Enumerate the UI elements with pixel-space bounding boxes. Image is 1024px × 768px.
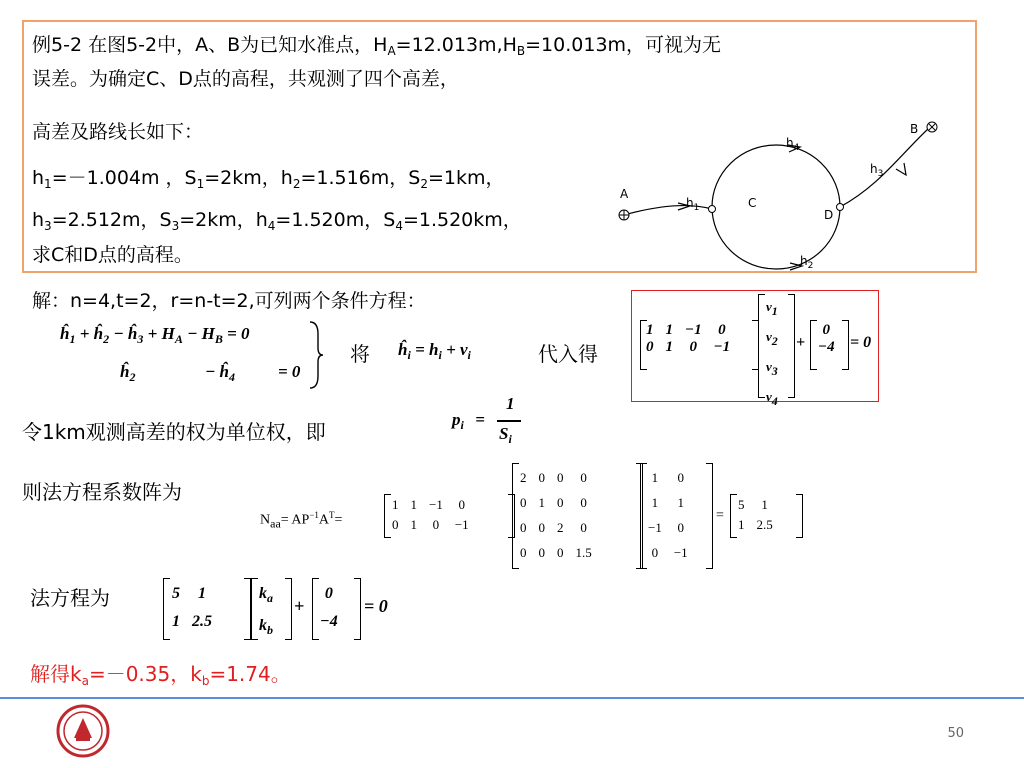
condition-equation-1: $ĥ_1$ + $ĥ_2$ − $ĥ_3 + H_A - H_B = 0$ [60, 324, 250, 346]
arrow-h3 [896, 163, 906, 175]
level-network-diagram [600, 115, 960, 275]
label-h2: $h_2$ [800, 254, 814, 271]
condition-equation-2: $ĥ_2$ [120, 362, 136, 384]
condition-equation-2b: − $ĥ_4$ [205, 362, 236, 384]
right-brace-icon [308, 320, 324, 390]
k-vector: $k_a$ $k_b$ [259, 585, 273, 637]
condition-equation-2c: = 0 [278, 362, 301, 381]
v-vector: $v_1$ $v_2$ $v_3$ $v_4$ [766, 299, 778, 408]
footer-divider [0, 697, 1024, 699]
matrix-n-result: 5 1 1 2.5 [738, 497, 773, 532]
weight-definition: 令1km观测高差的权为单位权，即 [22, 420, 326, 444]
route-d-b [840, 127, 930, 207]
label-h4: $h_4$ [786, 136, 800, 153]
label-a: A [620, 187, 629, 201]
substitution-formula: $ĥ_i = h_i + v_i$ [398, 340, 471, 362]
plus-sign-2: + [294, 596, 305, 616]
university-logo-icon [56, 704, 110, 758]
example-line-2: 误差。为确定C、D点的高程，共观测了四个高差， [32, 68, 459, 90]
label-d: D [824, 208, 834, 222]
naa-label: $N_{aa}= AP^{-1}A^T=$ [260, 510, 343, 531]
example-h-line-2: $h_3=2.512m$，$S_3=2km$，$h_4=1.520m$，$S_4=1.520km$， [32, 209, 522, 233]
example-line-1: 例5-2 在图5-2中，A、B为已知水准点，$H_A=12.013m,H_B=10.013m$，可视为无 [32, 34, 722, 58]
point-c-marker [709, 206, 716, 213]
page-number: 50 [947, 726, 964, 741]
solution-intro: 解：n=4,t=2，r=n-t=2,可列两个条件方程： [32, 290, 426, 312]
matrix-a: 1 1 −1 0 0 1 0 −1 [392, 497, 469, 532]
weight-denominator: $S_i$ [499, 424, 512, 446]
plus-sign: + [796, 334, 806, 351]
matrix-p-inverse: 2 0 0 0 0 1 0 0 0 0 2 0 0 0 0 1.5 [520, 470, 592, 560]
point-d-marker [837, 204, 844, 211]
label-b: B [910, 122, 919, 136]
normal-coef-text: 则法方程系数阵为 [22, 480, 182, 504]
label-h3: $h_3$ [870, 162, 884, 179]
label-h1: $h_1$ [686, 196, 700, 213]
equals-zero-2: = 0 [364, 596, 388, 616]
normal-eq-text: 法方程为 [30, 586, 110, 610]
weight-numerator: 1 [506, 394, 515, 413]
example-h-line-1: $h_1=-1.004m$ ，$S_1=2km$，$h_2=1.516m$，$S_2=1km$， [32, 167, 505, 191]
label-c: C [748, 196, 757, 210]
jiang-label: 将 [350, 342, 370, 366]
loop-route [712, 145, 840, 269]
normal-matrix: 5 1 1 2.5 [172, 585, 212, 630]
matrix-a-transpose: 1 0 1 1 −1 0 0 −1 [648, 470, 688, 560]
w-vector: 0 −4 [818, 322, 835, 355]
result-text: 解得$k_a=-0.35$，$k_b=1.74$。 [30, 662, 291, 688]
example-line-3: 高差及路线长如下： [32, 121, 204, 143]
fraction-bar [497, 420, 521, 422]
w-vector-2: 0 −4 [320, 585, 338, 630]
dairu-label: 代入得 [538, 342, 598, 366]
coef-matrix-a: 1 1 −1 0 0 1 0 −1 [646, 322, 731, 355]
weight-formula: $p_i$ = [452, 410, 485, 432]
equals-sign: = [716, 508, 724, 523]
example-line-final: 求C和D点的高程。 [32, 244, 193, 266]
equals-zero: = 0 [850, 334, 872, 351]
